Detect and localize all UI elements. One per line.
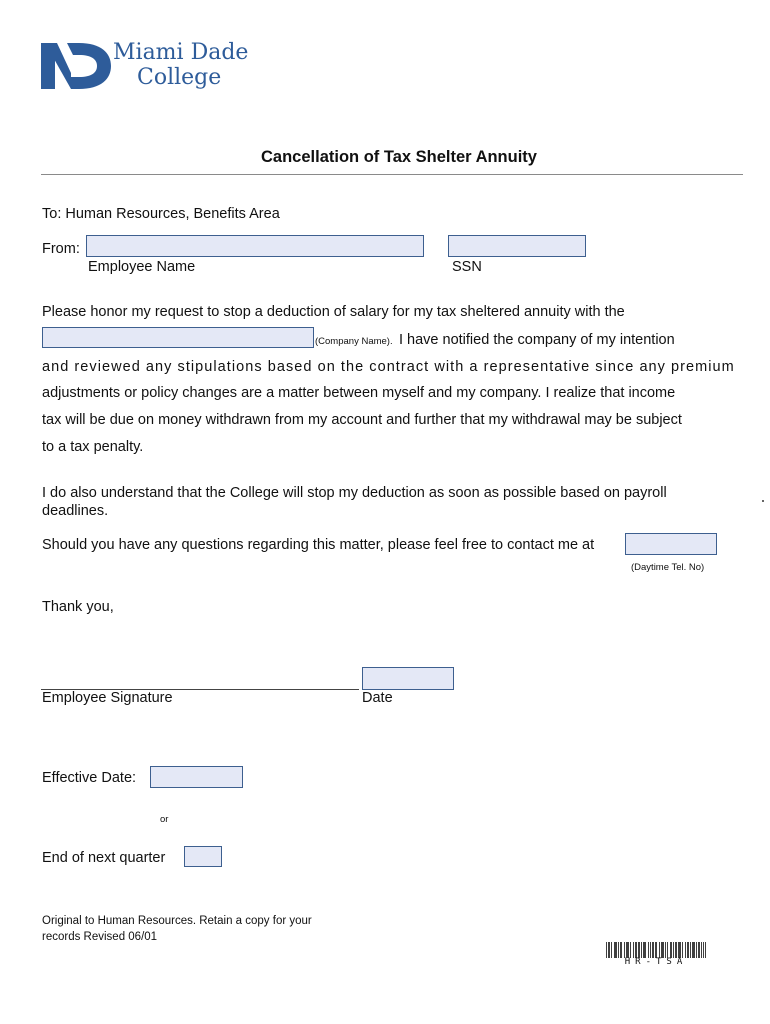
title-divider [41,174,743,175]
barcode-bar [690,942,691,958]
barcode-bar [698,942,699,958]
daytime-tel-label: (Daytime Tel. No) [631,562,705,573]
barcode-bar [682,942,683,958]
barcode-bar [693,942,694,958]
barcode-bar [701,942,702,958]
paragraph1-line5: tax will be due on money withdrawn from my account and further that my withdrawal may be subject [42,412,682,428]
barcode-bar [692,942,693,958]
end-of-quarter-label: End of next quarter [42,850,166,866]
md-monogram-icon [41,43,111,89]
barcode-bar [635,942,636,958]
barcode-bar [653,942,654,958]
barcode-bar [670,942,671,958]
from-label: From: [42,241,80,257]
barcode-bar [627,942,628,958]
barcode-bar [667,942,668,958]
paragraph1-line3: and reviewed any stipulations based on the contract with a representative since any premium [42,359,735,375]
barcode-bar [665,942,666,958]
barcode-bar [694,942,695,958]
barcode-bar [648,942,649,958]
barcode-bar [616,942,617,958]
footer-note [42,913,312,945]
barcode-bar [611,942,612,958]
paragraph1-line4: adjustments or policy changes are a matter between myself and my company. I realize that income [42,385,676,401]
barcode-bar [671,942,672,958]
barcode-bar [608,942,609,958]
company-name-label: (Company Name). [315,336,393,347]
college-logo-text [113,40,248,90]
barcode-bar [644,942,645,958]
footer-line2: records Revised 06/01 [42,931,158,943]
barcode-bar [609,942,610,958]
paragraph2-line1: I do also understand that the College will stop my deduction as soon as possible based on payroll [42,485,667,501]
barcode-bar [661,942,662,958]
barcode-bar [705,942,706,958]
barcode-bar [662,942,663,958]
barcode-bar [656,942,657,958]
contact-line: Should you have any questions regarding this matter, please feel free to contact me at [42,537,595,553]
effective-date-label: Effective Date: [42,770,137,786]
document-title: Cancellation of Tax Shelter Annuity [261,148,537,166]
barcode-bar [696,942,697,958]
barcode-bar [680,942,681,958]
paragraph1-line6: to a tax penalty. [42,439,144,455]
barcode-bar [673,942,674,958]
barcode-bar [685,942,686,958]
barcode-bar [615,942,616,958]
barcode-bar [675,942,676,958]
barcode-bar [645,942,646,958]
ssn-label: SSN [452,259,482,275]
barcode-bar [606,942,607,958]
barcode-bar [643,942,644,958]
barcode-bar [626,942,627,958]
company-name-field[interactable] [42,327,314,348]
to-line: To: Human Resources, Benefits Area [42,206,280,222]
barcode-bar [621,942,622,958]
barcode-bar [633,942,634,958]
barcode-bar [655,942,656,958]
effective-date-field[interactable] [150,766,243,788]
logo-line1: Miami Dade [113,40,249,65]
logo-line2: College [137,65,222,90]
barcode-bar [624,942,625,958]
employee-name-label: Employee Name [88,259,196,275]
daytime-tel-field[interactable] [625,533,717,555]
end-of-quarter-checkbox[interactable] [184,846,222,867]
barcode-bar [650,942,651,958]
form-code: HR-TSA [624,957,688,967]
barcode-bar [676,942,677,958]
barcode-bar [638,942,639,958]
employee-signature-label: Employee Signature [42,690,173,706]
ssn-field[interactable] [448,235,586,257]
barcode-bar [703,942,704,958]
employee-name-field[interactable] [86,235,424,257]
barcode-bar [663,942,664,958]
footer-line1: Original to Human Resources. Retain a copy for your [42,915,312,927]
barcode-bar [639,942,640,958]
paragraph1-line2: I have notified the company of my intention [399,332,675,348]
barcode-bar [630,942,631,958]
date-field[interactable] [362,667,454,690]
barcode-bar [636,942,637,958]
barcode-bar [628,942,629,958]
barcode-bar [620,942,621,958]
barcode-icon [606,942,706,958]
barcode-bar [678,942,679,958]
barcode-bar [699,942,700,958]
paragraph1-line1: Please honor my request to stop a deduction of salary for my tax sheltered annuity with the [42,304,625,320]
barcode-bar [688,942,689,958]
barcode-bar [618,942,619,958]
thank-you: Thank you, [42,599,114,615]
barcode-bar [641,942,642,958]
barcode-bar [614,942,615,958]
barcode-bar [687,942,688,958]
stray-mark [762,500,764,502]
paragraph2-line2: deadlines. [42,503,109,519]
date-label: Date [362,690,393,706]
or-label: or [160,814,169,825]
barcode-bar [659,942,660,958]
barcode-bar [652,942,653,958]
barcode-bar [679,942,680,958]
